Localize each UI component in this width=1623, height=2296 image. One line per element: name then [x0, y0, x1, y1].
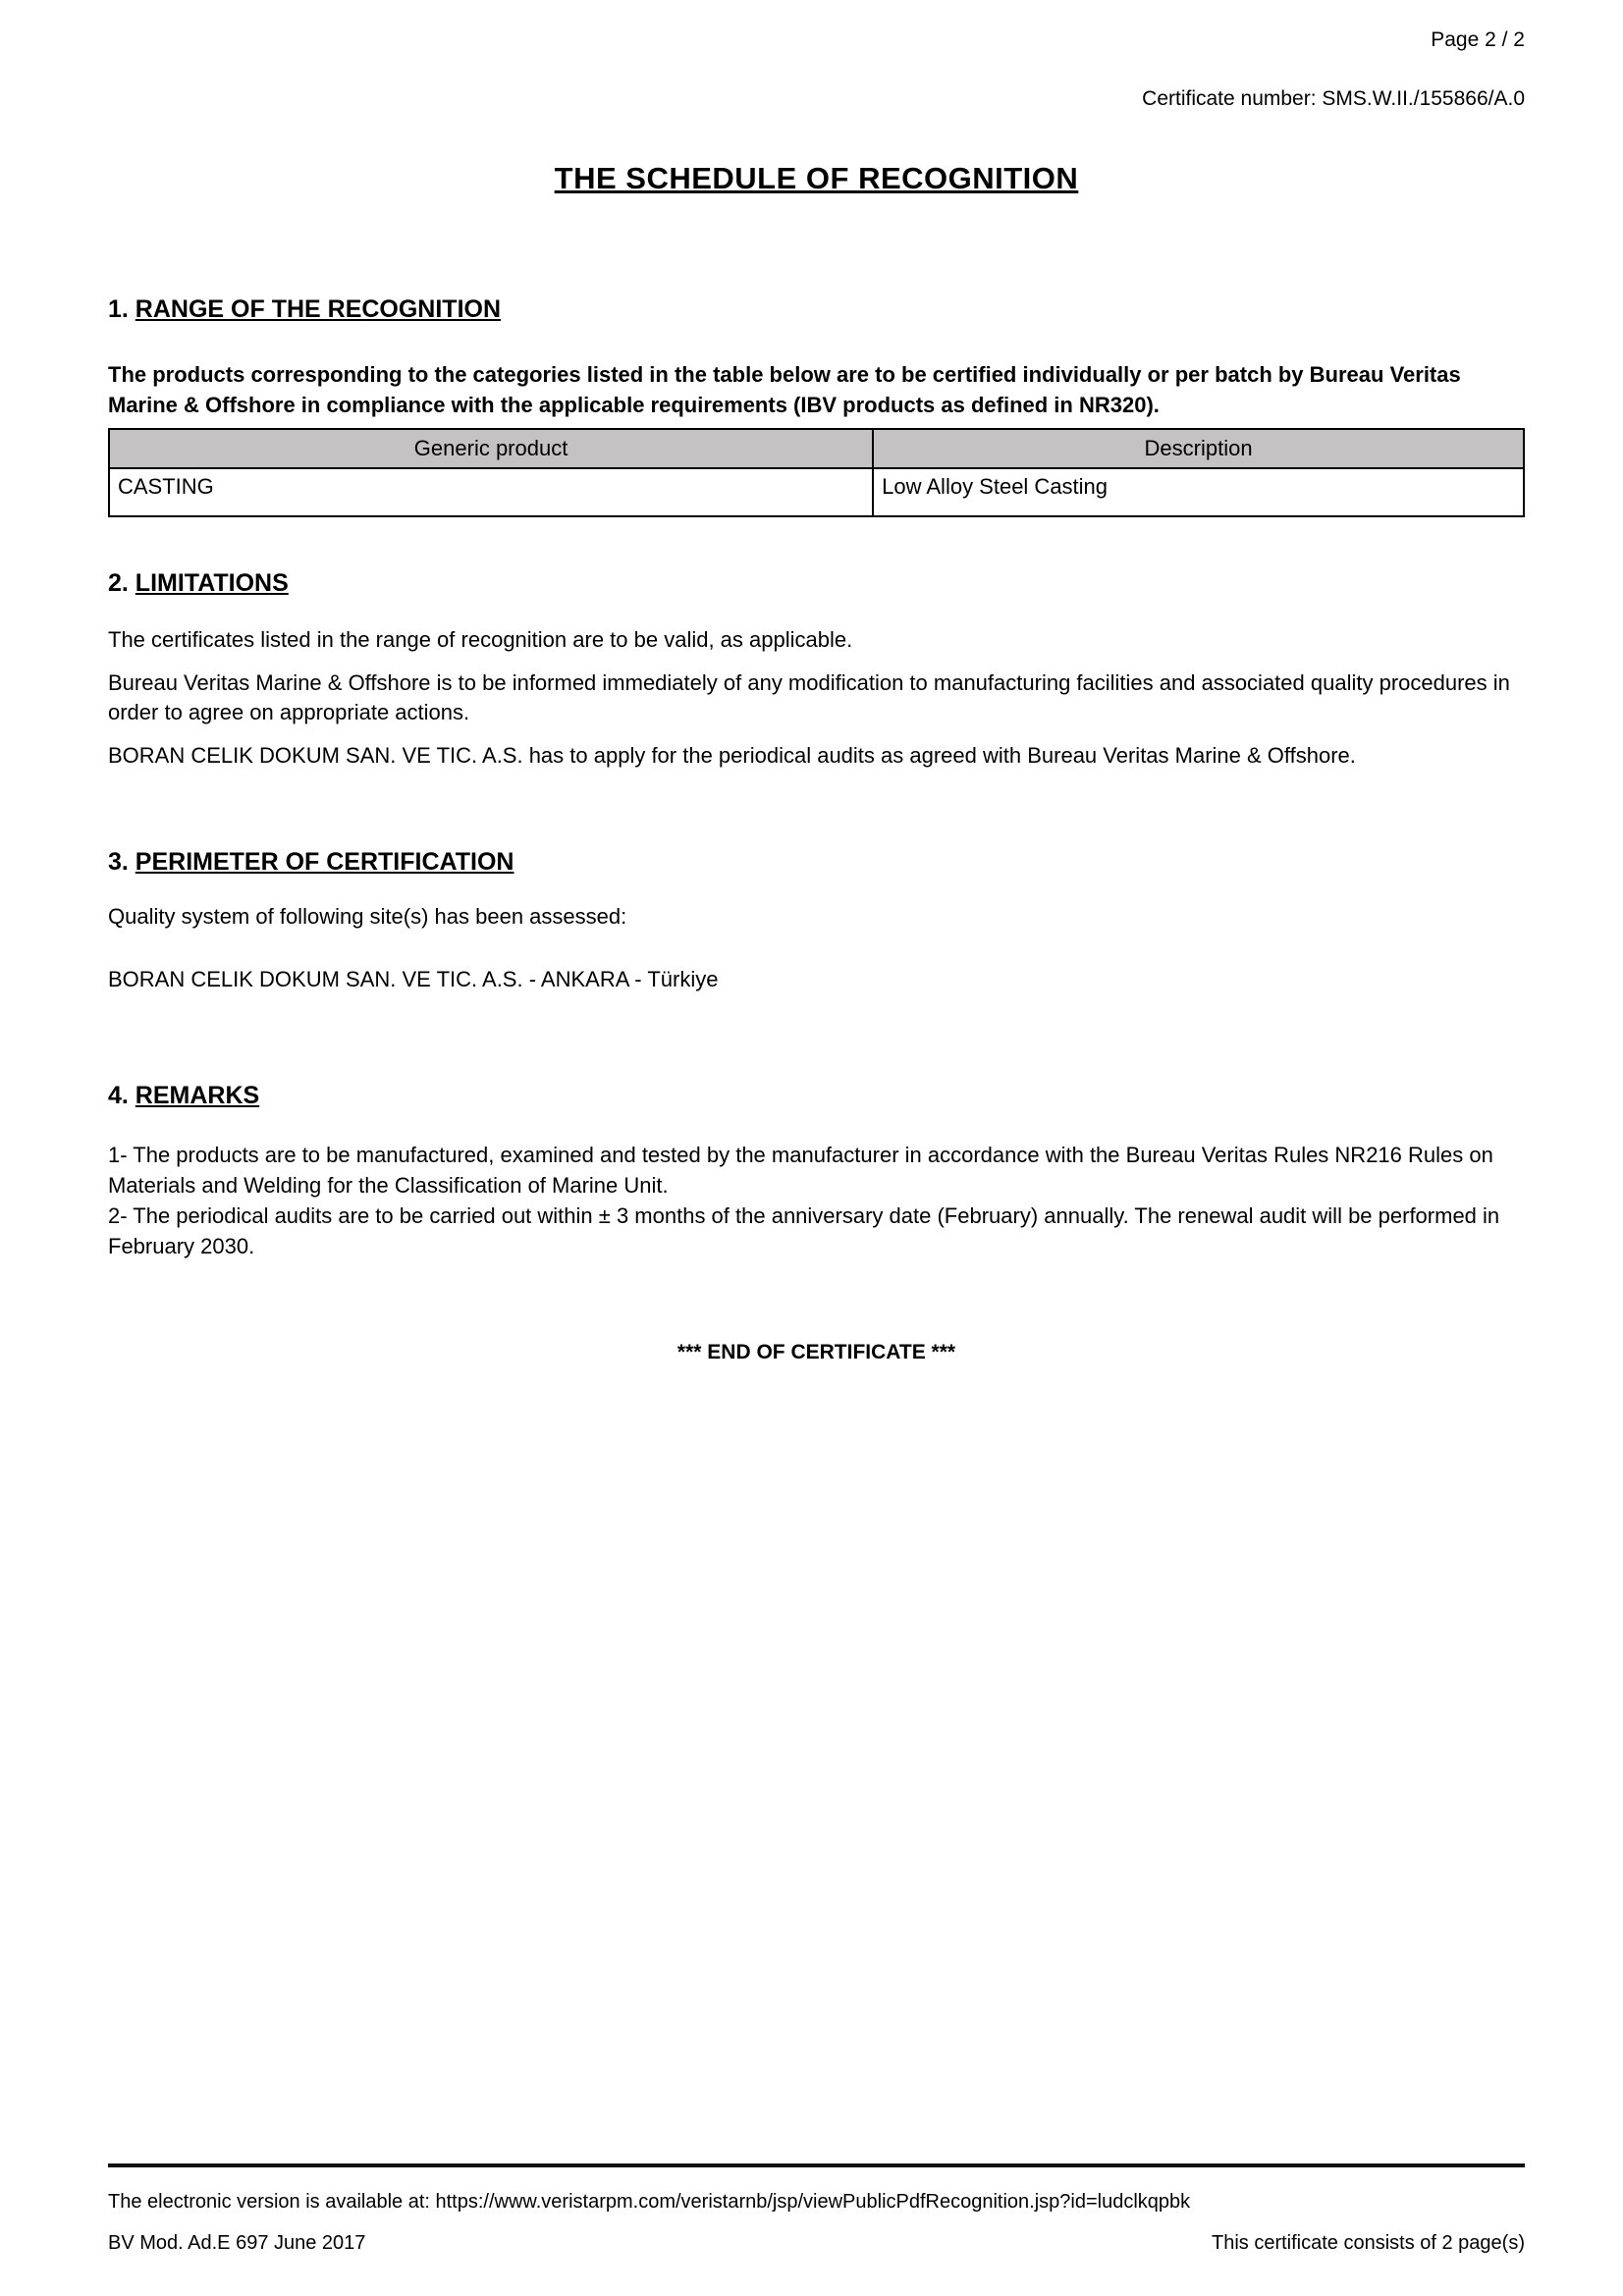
limitations-paragraph-2: Bureau Veritas Marine & Offshore is to be informed immediately of any modification to manufacturing facilities and associated quality procedures in order to agree on appropriate actions.: [108, 670, 1510, 724]
footer-form-reference: BV Mod. Ad.E 697 June 2017: [108, 2232, 366, 2254]
section-1-number: 1.: [108, 295, 135, 323]
document-title-text: THE SCHEDULE OF RECOGNITION: [554, 161, 1079, 195]
remark-2: 2- The periodical audits are to be carried out within ± 3 months of the anniversary date (February) annually. The renewal audit will be performed in February 2030.: [108, 1203, 1500, 1258]
section-3-heading: [108, 847, 1525, 877]
end-of-certificate-marker: *** END OF CERTIFICATE ***: [676, 1341, 956, 1363]
footer-page-count: This certificate consists of 2 page(s): [1211, 2232, 1525, 2254]
section-2-heading-text: LIMITATIONS: [135, 569, 289, 597]
section-4-heading: [108, 1081, 1525, 1110]
table-cell-description: Low Alloy Steel Casting: [873, 468, 1524, 516]
products-table: [108, 428, 1525, 517]
section-4-number: 4.: [108, 1082, 135, 1109]
section-1-heading: [108, 294, 1525, 324]
table-header-generic-product: Generic product: [109, 429, 873, 468]
document-title: [108, 161, 1525, 196]
limitations-paragraph-3: BORAN CELIK DOKUM SAN. VE TIC. A.S. has to apply for the periodical audits as agreed with Bureau Veritas Marine & Offshore.: [108, 743, 1356, 768]
section-4-heading-text: REMARKS: [135, 1082, 260, 1109]
range-intro-paragraph: The products corresponding to the categories listed in the table below are to be certified individually or per batch by Bureau Veritas Marine & Offshore in compliance with the applicable requirements (IBV products as defined in NR320).: [108, 362, 1461, 417]
section-3-number: 3.: [108, 848, 135, 876]
section-1-heading-text: RANGE OF THE RECOGNITION: [135, 295, 502, 323]
section-2-heading: [108, 568, 1525, 598]
remarks-block: [108, 1140, 1525, 1261]
section-2-number: 2.: [108, 569, 135, 597]
certificate-number: Certificate number: SMS.W.II./155866/A.0: [1142, 87, 1525, 110]
limitations-paragraph-1: The certificates listed in the range of recognition are to be valid, as applicable.: [108, 627, 853, 652]
remark-1: 1- The products are to be manufactured, examined and tested by the manufacturer in accordance with the Bureau Veritas Rules NR216 Rules on Materials and Welding for the Classification of Marine Unit.: [108, 1143, 1493, 1198]
page-indicator: Page 2 / 2: [1431, 28, 1525, 51]
perimeter-site-line: BORAN CELIK DOKUM SAN. VE TIC. A.S. - ANKARA - Türkiye: [108, 967, 719, 991]
table-row: [109, 468, 1524, 516]
footer-electronic-version: The electronic version is available at: https://www.veristarpm.com/veristarnb/jsp/viewPublicPdfRecognition.jsp?id=ludclkqpbk: [108, 2191, 1191, 2213]
section-3-heading-text: PERIMETER OF CERTIFICATION: [135, 848, 514, 876]
table-cell-generic-product: CASTING: [109, 468, 873, 516]
perimeter-assessed-line: Quality system of following site(s) has been assessed:: [108, 904, 627, 929]
table-header-description: Description: [873, 429, 1524, 468]
footer-divider: [108, 2163, 1525, 2167]
products-table-header-row: [109, 429, 1524, 468]
